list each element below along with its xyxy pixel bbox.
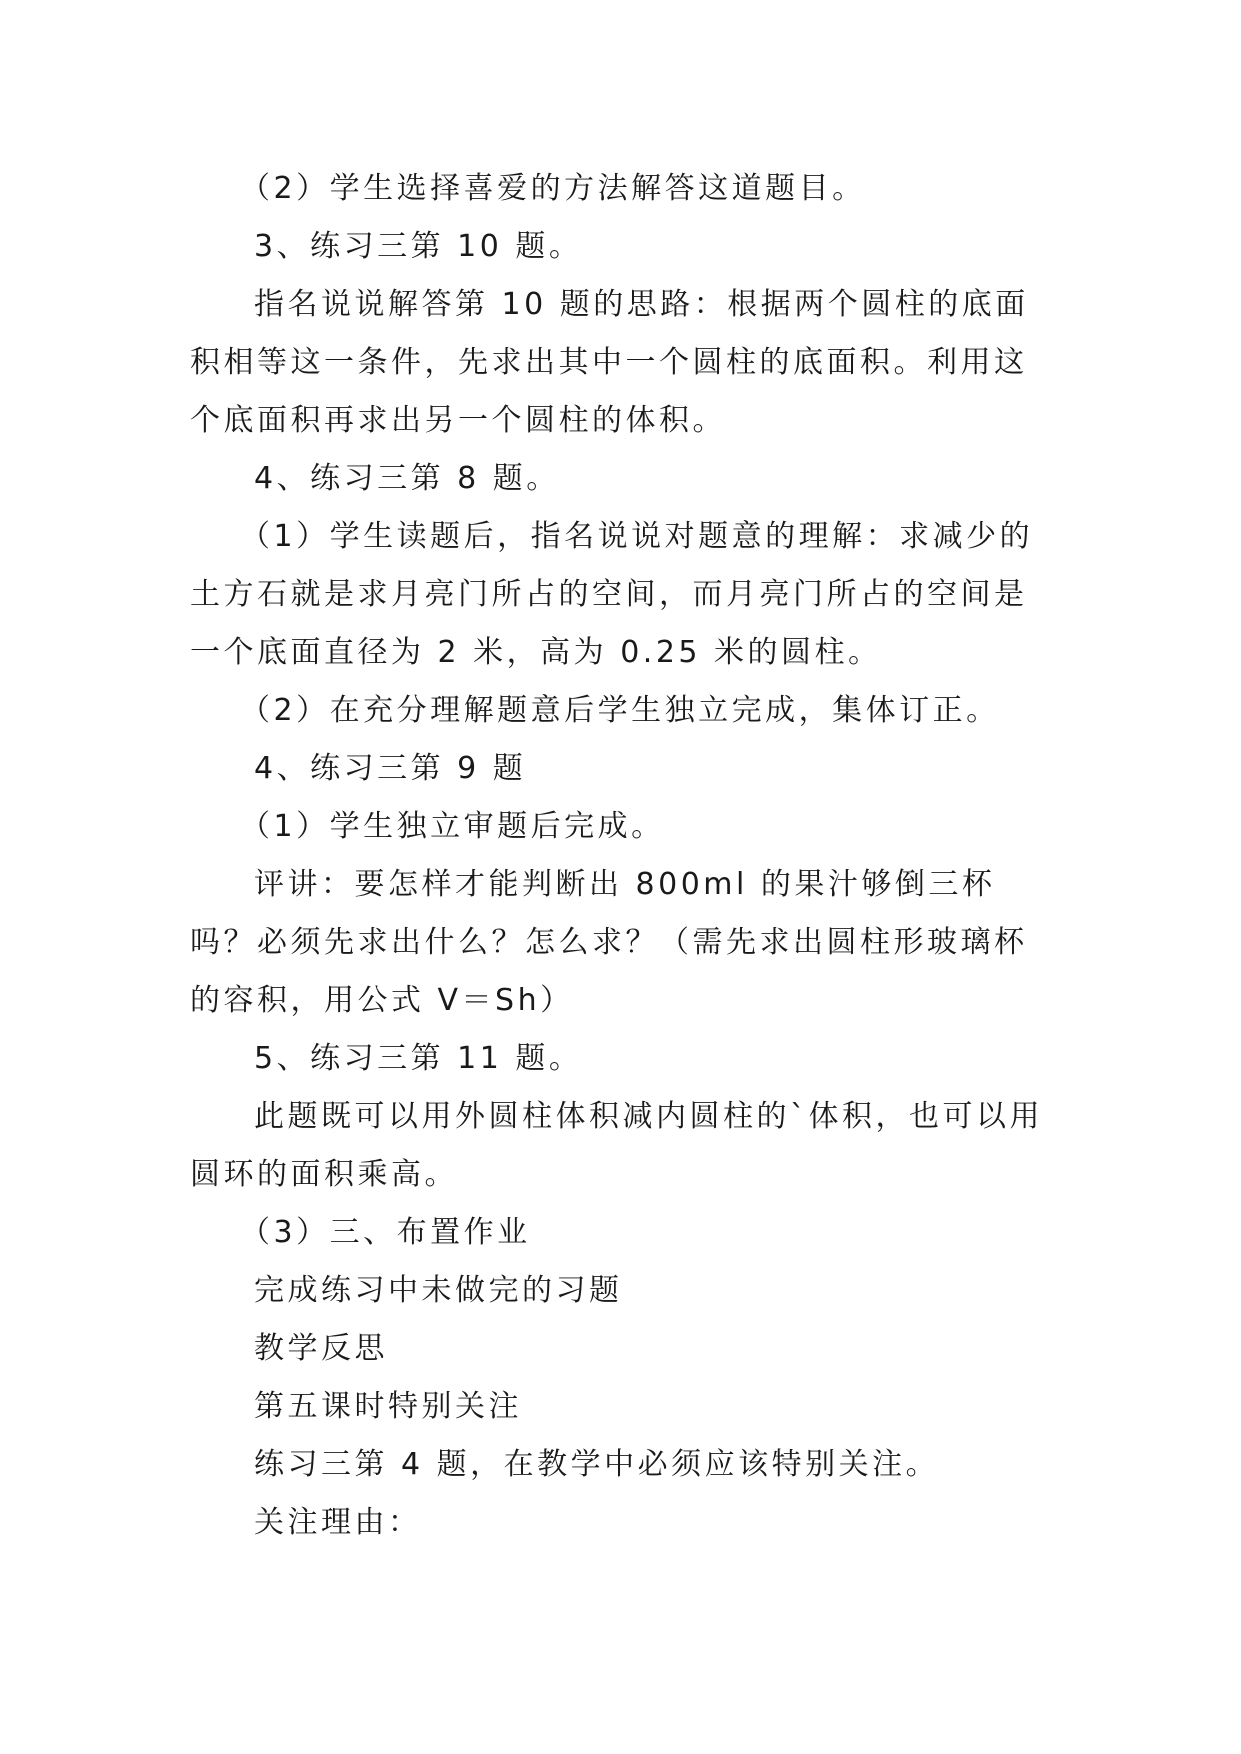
paragraph: 练习三第 4 题，在教学中必须应该特别关注。 [254, 1447, 940, 1482]
paragraph: 完成练习中未做完的习题 [254, 1273, 623, 1308]
paragraph: （2）学生选择喜爱的方法解答这道题目。 [240, 171, 866, 206]
paragraph: 关注理由： [254, 1505, 422, 1540]
document-body [190, 160, 1050, 1552]
paragraph: 3、练习三第 10 题。 [254, 229, 583, 264]
paragraph: 此题既可以用外圆柱体积减内圆柱的`体积，也可以用圆环的面积乘高。 [190, 1099, 1043, 1192]
paragraph: （3）三、布置作业 [240, 1215, 531, 1250]
paragraph: （1）学生独立审题后完成。 [240, 809, 665, 844]
paragraph: 教学反思 [254, 1331, 388, 1366]
paragraph: 评讲：要怎样才能判断出 800ml 的果汁够倒三杯吗？必须先求出什么？怎么求？（需先求出圆柱形玻璃杯的容积，用公式 V＝Sh） [190, 867, 1028, 1018]
paragraph: 指名说说解答第 10 题的思路：根据两个圆柱的底面积相等这一条件，先求出其中一个圆柱的底面积。利用这个底面积再求出另一个圆柱的体积。 [190, 287, 1029, 438]
paragraph: 4、练习三第 8 题。 [254, 461, 560, 496]
paragraph: （1）学生读题后，指名说说对题意的理解：求减少的土方石就是求月亮门所占的空间，而月亮门所占的空间是一个底面直径为 2 米，高为 0.25 米的圆柱。 [190, 519, 1034, 670]
paragraph: 4、练习三第 9 题 [254, 751, 527, 786]
paragraph: （2）在充分理解题意后学生独立完成，集体订正。 [240, 693, 1000, 728]
paragraph: 5、练习三第 11 题。 [254, 1041, 583, 1076]
paragraph: 第五课时特别关注 [254, 1389, 522, 1424]
